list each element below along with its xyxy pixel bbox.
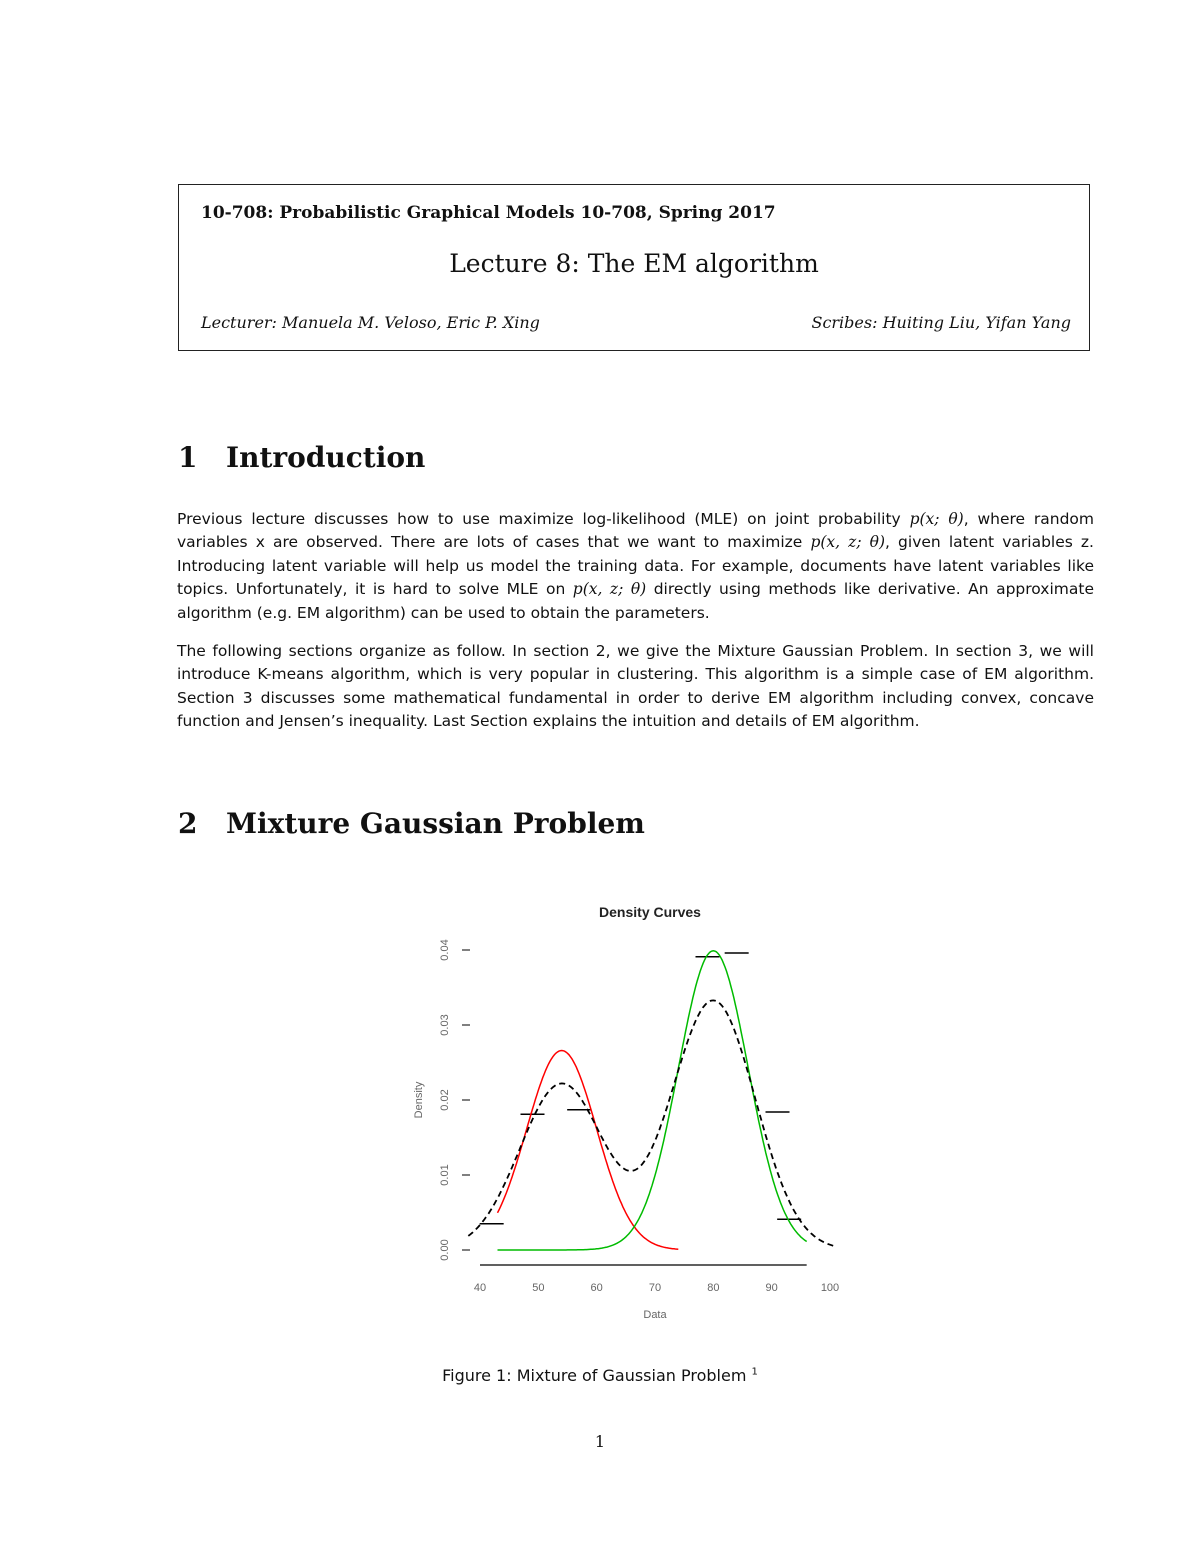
x-tick-label: 80 xyxy=(707,1282,720,1294)
math-inline: p(x; θ) xyxy=(909,510,964,528)
series-mixture-curve xyxy=(468,1000,836,1246)
text-run: Previous lecture discusses how to use maximize log-likelihood (MLE) on joint probability xyxy=(177,510,910,528)
x-axis-label: Data xyxy=(643,1309,667,1321)
course-title: 10-708: Probabilistic Graphical Models 10-708, Spring 2017 xyxy=(201,203,776,223)
figure-caption xyxy=(0,1366,1200,1385)
y-tick-label: 0.04 xyxy=(439,939,451,961)
series-component2-curve xyxy=(498,951,807,1250)
density-chart-figure xyxy=(400,895,840,1335)
chart-title: Density Curves xyxy=(599,904,701,920)
x-tick-label: 50 xyxy=(532,1282,545,1294)
x-tick-label: 90 xyxy=(765,1282,778,1294)
section-heading-introduction xyxy=(178,441,425,474)
section-title: Mixture Gaussian Problem xyxy=(226,807,645,840)
lecture-title: Lecture 8: The EM algorithm xyxy=(449,249,819,278)
y-tick-label: 0.01 xyxy=(439,1164,451,1186)
y-tick-label: 0.02 xyxy=(439,1089,451,1111)
section-title: Introduction xyxy=(226,441,426,474)
x-tick-label: 40 xyxy=(473,1282,487,1294)
math-inline: p(x, z; θ) xyxy=(810,533,886,552)
intro-paragraph-1 xyxy=(177,508,1094,625)
x-tick-label: 70 xyxy=(648,1282,662,1294)
section-heading-mixture-gaussian xyxy=(178,807,645,840)
section-number: 1 xyxy=(178,441,198,474)
text-run: , given latent variables z. Introducing latent variable will help us model the training data. For example, documents have latent variables like topics. Unfortunately, it is hard to solve MLE on xyxy=(177,533,1094,599)
y-axis-label: Density xyxy=(413,1081,425,1119)
scribes-line: Scribes: Huiting Liu, Yifan Yang xyxy=(811,313,1071,332)
text-run: , where random variables x are observed. There are lots of cases that we want to maximize xyxy=(177,510,1094,552)
footnote-mark: 1 xyxy=(751,1366,758,1378)
series-component1-curve xyxy=(498,1051,679,1250)
density-chart xyxy=(400,895,840,1335)
caption-text: Figure 1: Mixture of Gaussian Problem xyxy=(442,1366,747,1385)
intro-paragraph-2: The following sections organize as follow. In section 2, we give the Mixture Gaussian Problem. In section 3, we will introduce K-means algorithm, which is very popular in clustering. This algorithm is a simple case of EM algorithm. Section 3 discusses some mathematical fundamental in order to derive EM algorithm including convex, concave function and Jensen’s inequality. Last Section explains the intuition and details of EM algorithm. xyxy=(177,642,1094,731)
y-tick-label: 0.00 xyxy=(439,1239,451,1261)
x-tick-label: 100 xyxy=(820,1282,840,1294)
x-tick-label: 60 xyxy=(590,1282,603,1294)
page-number: 1 xyxy=(594,1432,606,1451)
lecturer-line: Lecturer: Manuela M. Veloso, Eric P. Xing xyxy=(201,313,540,332)
lecture-header-box xyxy=(178,184,1090,351)
section-number: 2 xyxy=(178,807,198,840)
math-inline: p(x, z; θ) xyxy=(572,580,647,599)
y-tick-label: 0.03 xyxy=(439,1014,451,1036)
text-run: directly using methods like derivative. An approximate algorithm (e.g. EM algorithm) can be used to obtain the parameters. xyxy=(177,580,1094,622)
